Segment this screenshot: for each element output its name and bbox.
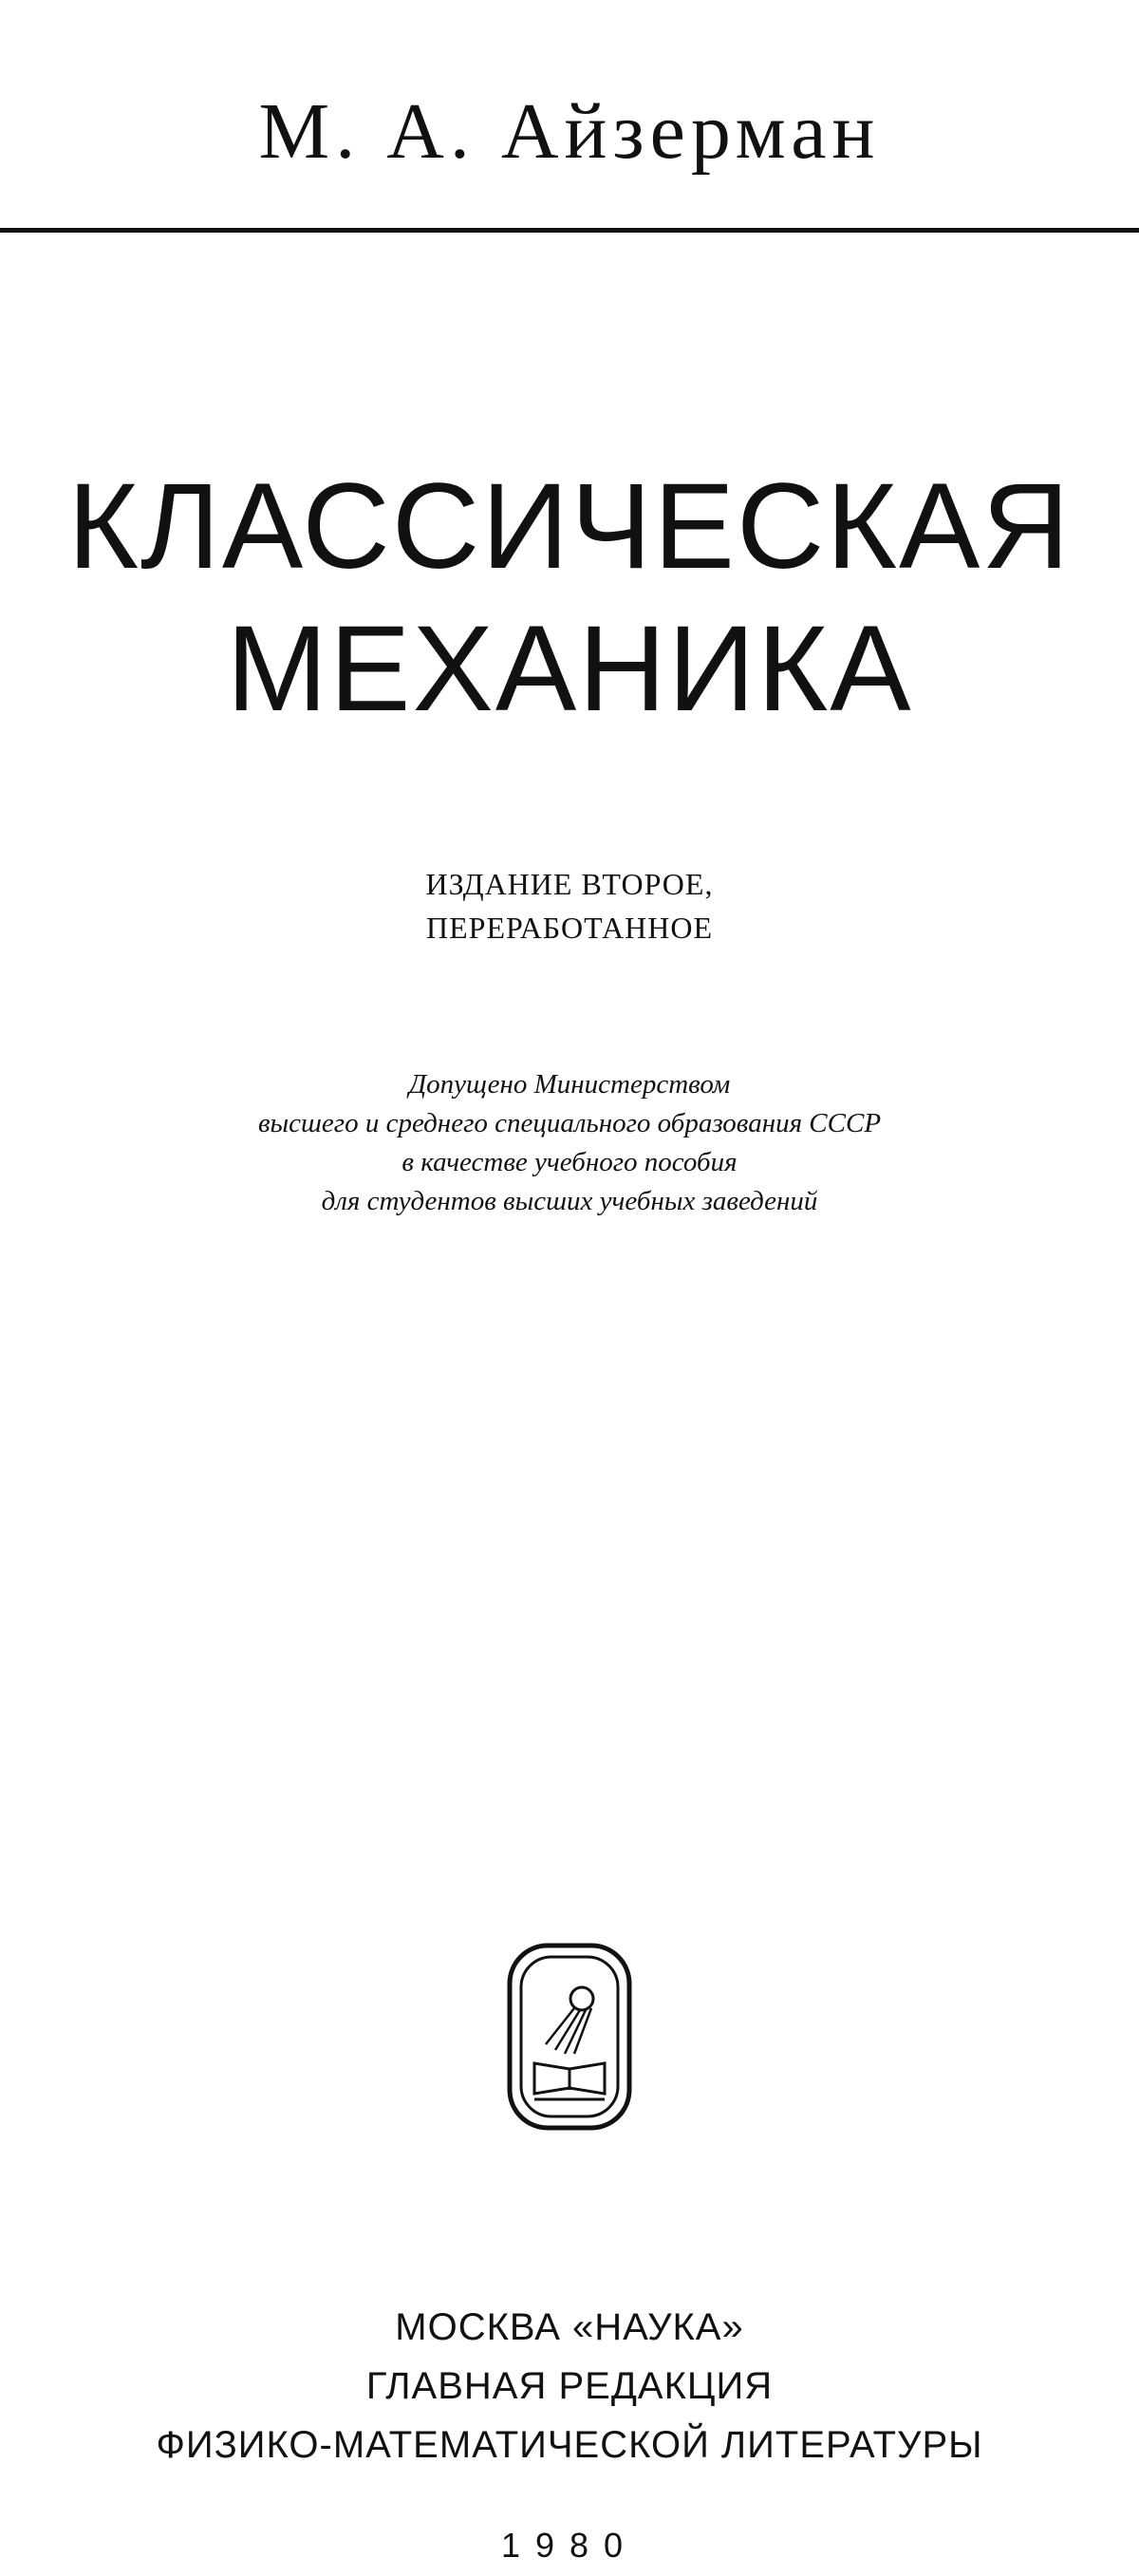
edition-note [0,862,1139,950]
approval-note [0,1065,1139,1221]
approval-line-2: высшего и среднего специального образования СССР [257,1108,882,1138]
author-name: М. А. Айзерман [258,87,881,176]
title-line-1: КЛАССИЧЕСКАЯ [67,459,1072,594]
title-line-2: МЕХАНИКА [226,601,913,737]
horizontal-rule [0,228,1139,233]
publisher-division: ФИЗИКО-МАТЕМАТИЧЕСКОЙ ЛИТЕРАТУРЫ [156,2424,983,2466]
book-title [0,456,1139,741]
publisher-office: ГЛАВНАЯ РЕДАКЦИЯ [365,2365,774,2407]
publisher-info [0,2298,1139,2474]
edition-line-2: ПЕРЕРАБОТАННОЕ [425,911,713,945]
approval-line-4: для студентов высших учебных заведений [321,1186,818,1216]
publisher-city: МОСКВА «НАУКА» [395,2306,744,2348]
publication-year: 1980 [500,2526,639,2565]
approval-line-1: Допущено Министерством [408,1069,731,1100]
approval-line-3: в качестве учебного пособия [401,1147,738,1177]
publisher-emblem-icon [506,1942,633,2132]
edition-line-1: ИЗДАНИЕ ВТОРОЕ, [425,867,714,901]
